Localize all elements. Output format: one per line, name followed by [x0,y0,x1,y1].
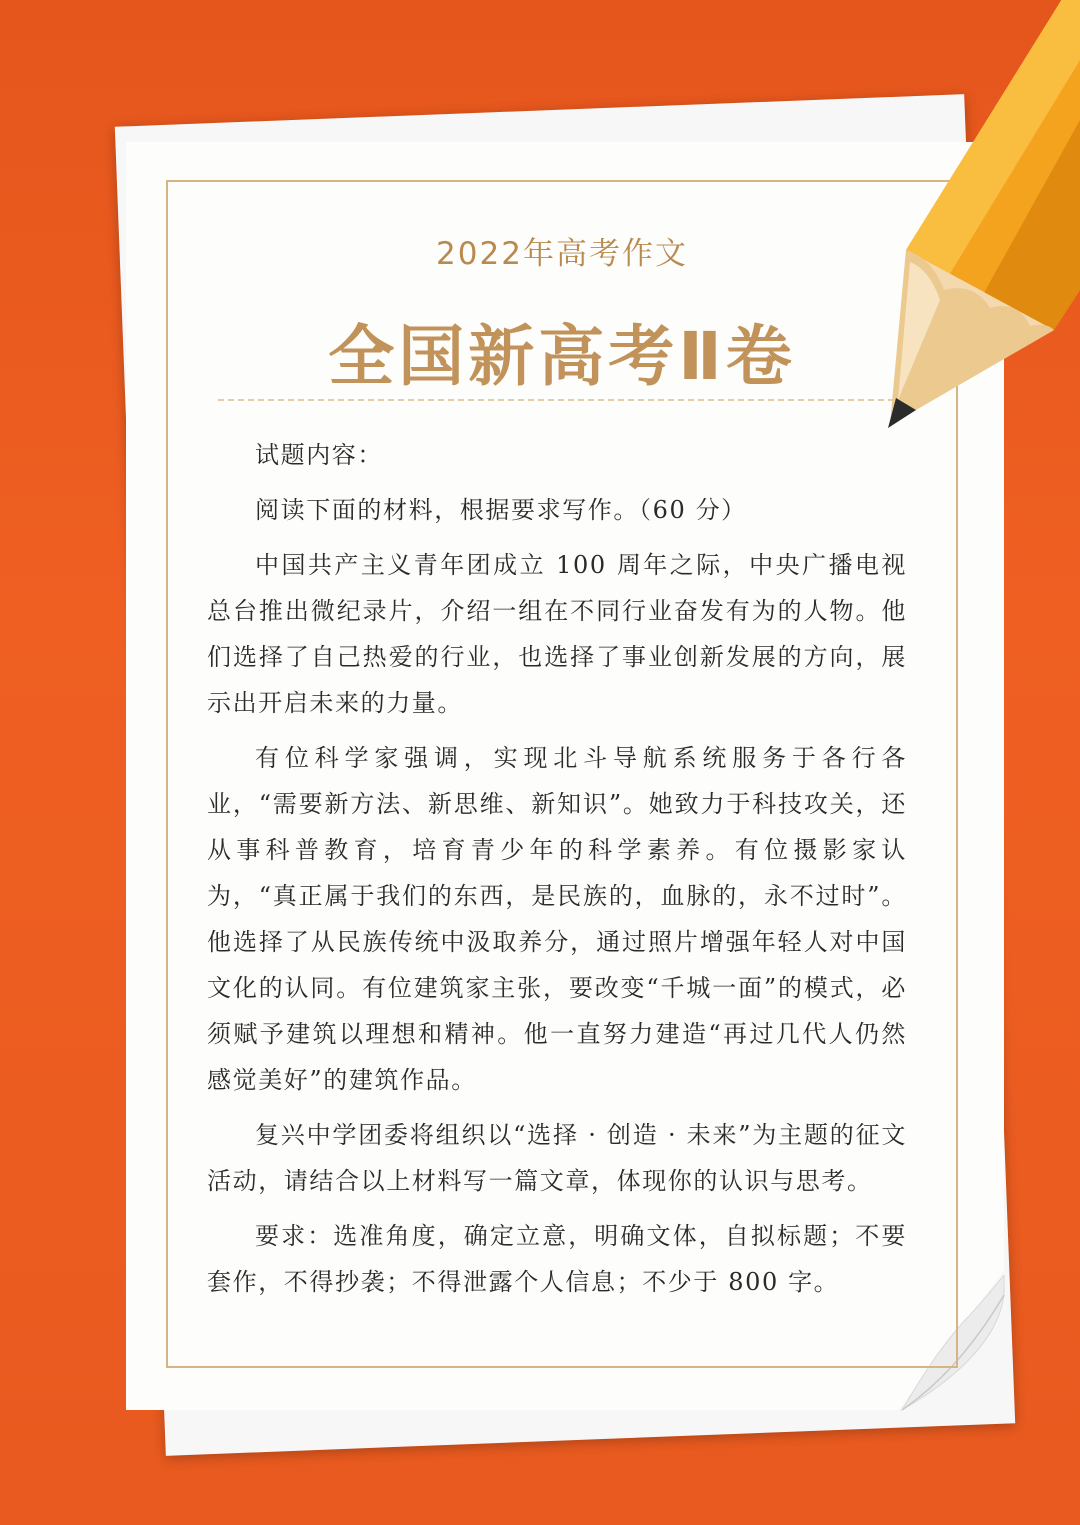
pencil-icon [870,0,1080,440]
paragraph-instruction: 阅读下面的材料，根据要求写作。（60 分） [255,496,747,524]
paragraph-material-1: 中国共产主义青年团成立 100 周年之际，中央广播电视总台推出微纪录片，介绍一组在不同行业奋发有为的人物。他们选择了自己热爱的行业，也选择了事业创新发展的方向，展示出开启未来的力量。 [207,551,907,717]
paragraph-material-2: 有位科学家强调，实现北斗导航系统服务于各行各业，“需要新方法、新思维、新知识”。她致力于科技攻关，还从事科普教育，培育青少年的科学素养。有位摄影家认为，“真正属于我们的东西，是民族的，血脉的，永不过时”。他选择了从民族传统中汲取养分，通过照片增强年轻人对中国文化的认同。有位建筑家主张，要改变“千城一面”的模式，必须赋予建筑以理想和精神。他一直努力建造“再过几代人仍然感觉美好”的建筑作品。 [207,744,907,1094]
paragraph-label: 试题内容： [255,441,383,469]
paragraph-requirements: 要求：选准角度，确定立意，明确文体，自拟标题；不要套作，不得抄袭；不得泄露个人信息；不少于 800 字。 [207,1222,907,1296]
page-subtitle: 2022年高考作文 [436,236,688,272]
dashed-divider [218,399,904,401]
paragraph-task: 复兴中学团委将组织以“选择 · 创造 · 未来”为主题的征文活动，请结合以上材料写一篇文章，体现你的认识与思考。 [207,1121,907,1195]
page-title: 全国新高考Ⅱ卷 [328,318,796,395]
essay-prompt-text [207,432,907,1314]
